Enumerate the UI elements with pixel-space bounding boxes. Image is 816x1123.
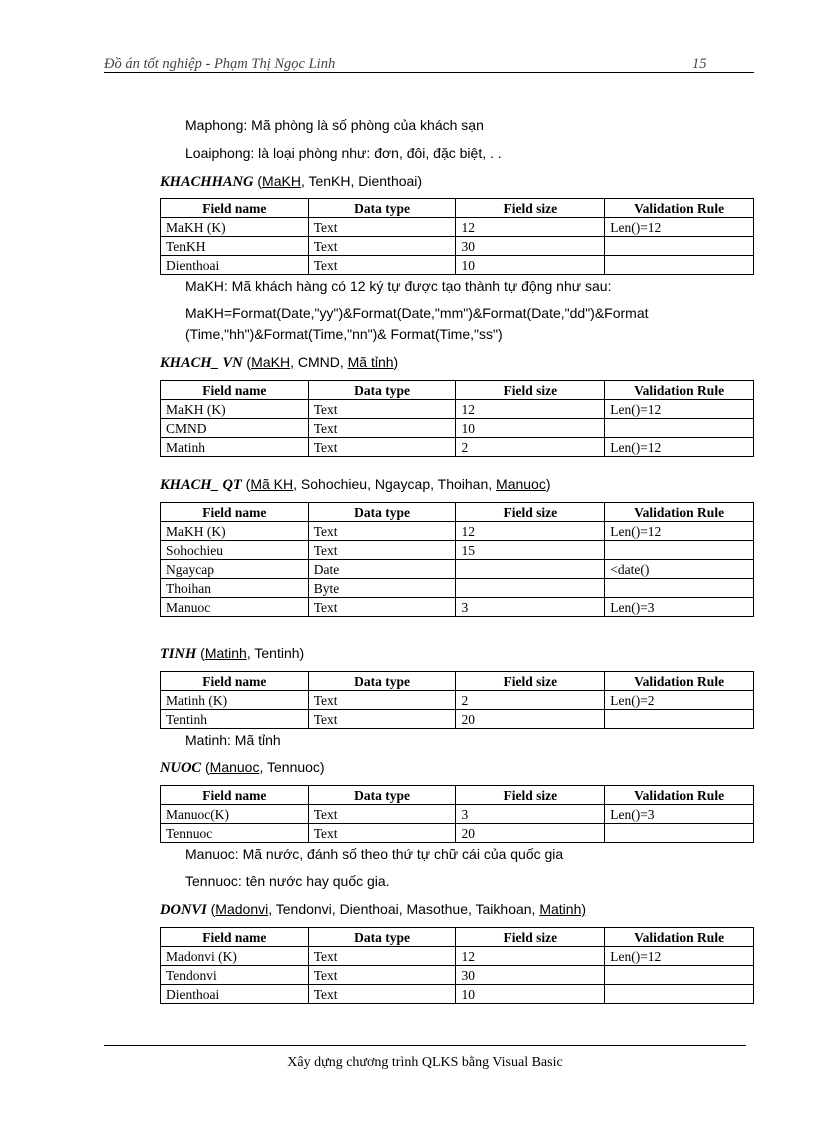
table-cell: Len()=12 [605,522,754,541]
table-cell: MaKH (K) [161,400,309,419]
table-row [161,400,754,419]
table-cell: 12 [456,218,605,237]
table-cell: Text [308,218,456,237]
table-row [161,541,754,560]
column-header: Validation Rule [605,503,754,522]
table-cell: Text [308,710,456,729]
entity-name: KHACHHANG [160,174,254,190]
table-cell: 10 [456,985,605,1004]
table-cell [605,541,754,560]
table-cell [605,256,754,275]
note-formula-line1: MaKH=Format(Date,"yy")&Format(Date,"mm")&Format(Date,"dd")&Format [185,305,649,321]
paren-open: ( [246,354,252,370]
table-cell: 10 [456,419,605,438]
title-tinh [160,645,304,663]
paren-open: ( [204,759,210,775]
table-row [161,522,754,541]
table-cell [605,966,754,985]
column-header: Data type [308,786,456,805]
table-cell: Date [308,560,456,579]
table-cell: 20 [456,710,605,729]
table-cell: Sohochieu [161,541,309,560]
table-header-row [161,672,754,691]
table-cell: 3 [456,805,605,824]
attributes: , Sohochieu, Ngaycap, Thoihan, [293,476,497,492]
title-khach-vn [160,354,398,372]
attributes: , TenKH, Dienthoai) [300,173,423,189]
table-cell: Text [308,966,456,985]
paren-open: ( [245,476,251,492]
table-tinh [160,671,754,729]
attributes: , Tennuoc) [259,759,325,775]
table-cell: 2 [456,691,605,710]
table-cell [605,419,754,438]
table-cell: Text [308,438,456,457]
table-cell: Len()=3 [605,598,754,617]
table-row [161,805,754,824]
table-cell: Text [308,237,456,256]
table-cell [605,710,754,729]
primary-key: MaKH [262,173,301,189]
table-cell: Text [308,400,456,419]
table-cell [456,560,605,579]
table-row [161,560,754,579]
column-header: Validation Rule [605,786,754,805]
paren-close: ) [393,354,399,370]
paren-open: ( [257,173,263,189]
attributes: , CMND, [290,354,348,370]
column-header: Field name [161,672,309,691]
table-nuoc [160,785,754,843]
table-cell: Text [308,256,456,275]
table-cell: 30 [456,237,605,256]
primary-key: Manuoc [209,759,260,775]
title-khachhang [160,173,422,191]
table-khachhang [160,198,754,275]
table-cell: Tennuoc [161,824,309,843]
column-header: Field size [456,199,605,218]
table-cell [605,985,754,1004]
primary-key: Mã KH [250,476,294,492]
table-header-row [161,503,754,522]
table-cell: CMND [161,419,309,438]
table-cell: Dienthoai [161,985,309,1004]
column-header: Field name [161,928,309,947]
table-cell: 20 [456,824,605,843]
table-cell: 10 [456,256,605,275]
note-manuoc: Manuoc: Mã nước, đánh số theo thứ tự chữ cái của quốc gia [185,846,564,862]
column-header: Field name [161,199,309,218]
table-khach-vn [160,380,754,457]
table-cell: 30 [456,966,605,985]
table-row [161,966,754,985]
page-number: 15 [692,56,707,72]
column-header: Field name [161,503,309,522]
foreign-key: Matinh) [539,901,587,917]
table-cell: Text [308,985,456,1004]
table-cell: Text [308,419,456,438]
table-khach-qt [160,502,754,617]
table-cell: Len()=12 [605,400,754,419]
header-rule [104,72,754,73]
table-donvi [160,927,754,1004]
table-cell: Text [308,598,456,617]
table-header-row [161,381,754,400]
table-cell: Dienthoai [161,256,309,275]
paren-open: ( [200,645,205,661]
table-cell: Len()=12 [605,218,754,237]
column-header: Field name [161,786,309,805]
column-header: Validation Rule [605,672,754,691]
footer-rule [104,1045,746,1046]
column-header: Validation Rule [605,199,754,218]
note-matinh: Matinh: Mã tỉnh [185,732,281,748]
table-cell: Madonvi (K) [161,947,309,966]
table-cell: 15 [456,541,605,560]
note-tennuoc: Tennuoc: tên nước hay quốc gia. [185,873,390,889]
table-row [161,438,754,457]
table-cell: Text [308,522,456,541]
table-cell: 12 [456,947,605,966]
table-row [161,598,754,617]
table-cell: Matinh (K) [161,691,309,710]
attributes: Tendonvi, Dienthoai, Masothue, Taikhoan, [272,901,540,917]
column-header: Validation Rule [605,381,754,400]
note-makh: MaKH: Mã khách hàng có 12 ký tự được tạo thành tự động như sau: [185,278,612,294]
column-header: Field name [161,381,309,400]
table-header-row [161,928,754,947]
entity-name: DONVI [160,902,207,918]
entity-name: KHACH_ QT [160,477,242,493]
table-cell: Text [308,824,456,843]
table-cell: 12 [456,522,605,541]
table-cell: Manuoc(K) [161,805,309,824]
table-cell: Len()=12 [605,947,754,966]
paren-open: ( [210,901,216,917]
table-header-row [161,199,754,218]
table-cell [456,579,605,598]
table-row [161,579,754,598]
column-header: Field size [456,503,605,522]
entity-name: NUOC [160,760,202,776]
column-header: Data type [308,928,456,947]
table-row [161,710,754,729]
table-row [161,824,754,843]
table-cell: Tendonvi [161,966,309,985]
table-cell: Text [308,947,456,966]
table-cell [605,824,754,843]
column-header: Field size [456,928,605,947]
table-row [161,256,754,275]
title-khach-qt [160,476,551,494]
foreign-key: Mã tỉnh [347,354,394,370]
column-header: Data type [308,199,456,218]
table-cell: 2 [456,438,605,457]
table-cell: <date() [605,560,754,579]
foreign-key: Manuoc [496,476,546,492]
table-row [161,947,754,966]
table-cell: Len()=12 [605,438,754,457]
page-footer: Xây dựng chương trình QLKS bằng Visual Basic [287,1055,563,1070]
table-cell: MaKH (K) [161,218,309,237]
column-header: Data type [308,503,456,522]
table-row [161,691,754,710]
note-loaiphong: Loaiphong: là loại phòng như: đơn, đôi, đặc biệt, . . [185,145,502,161]
entity-name: TINH [160,646,197,662]
table-cell: TenKH [161,237,309,256]
table-row [161,985,754,1004]
table-cell: 3 [456,598,605,617]
table-cell [605,237,754,256]
primary-key: Madonvi, [215,901,273,917]
attributes: , Tentinh) [246,645,305,661]
table-header-row [161,786,754,805]
title-nuoc [160,759,325,777]
primary-key: MaKH [251,354,291,370]
note-formula-line2: (Time,"hh")&Format(Time,"nn")& Format(Time,"ss") [185,326,503,342]
column-header: Field size [456,672,605,691]
primary-key: Matinh [204,645,247,661]
column-header: Field size [456,381,605,400]
title-donvi [160,901,586,919]
table-cell: Byte [308,579,456,598]
header-title: Đồ án tốt nghiệp - Phạm Thị Ngọc Linh [104,56,336,72]
table-cell: Len()=3 [605,805,754,824]
table-cell: Ngaycap [161,560,309,579]
table-cell: Text [308,541,456,560]
table-cell: MaKH (K) [161,522,309,541]
column-header: Data type [308,381,456,400]
table-cell: 12 [456,400,605,419]
note-maphong: Maphong: Mã phòng là số phòng của khách sạn [185,117,484,133]
table-cell: Matinh [161,438,309,457]
table-cell: Len()=2 [605,691,754,710]
table-cell [605,579,754,598]
table-row [161,419,754,438]
paren-close: ) [545,476,551,492]
table-cell: Manuoc [161,598,309,617]
table-cell: Tentinh [161,710,309,729]
entity-name: KHACH_ VN [160,355,243,371]
table-cell: Thoihan [161,579,309,598]
column-header: Field size [456,786,605,805]
table-row [161,237,754,256]
table-cell: Text [308,691,456,710]
table-cell: Text [308,805,456,824]
table-row [161,218,754,237]
column-header: Data type [308,672,456,691]
column-header: Validation Rule [605,928,754,947]
